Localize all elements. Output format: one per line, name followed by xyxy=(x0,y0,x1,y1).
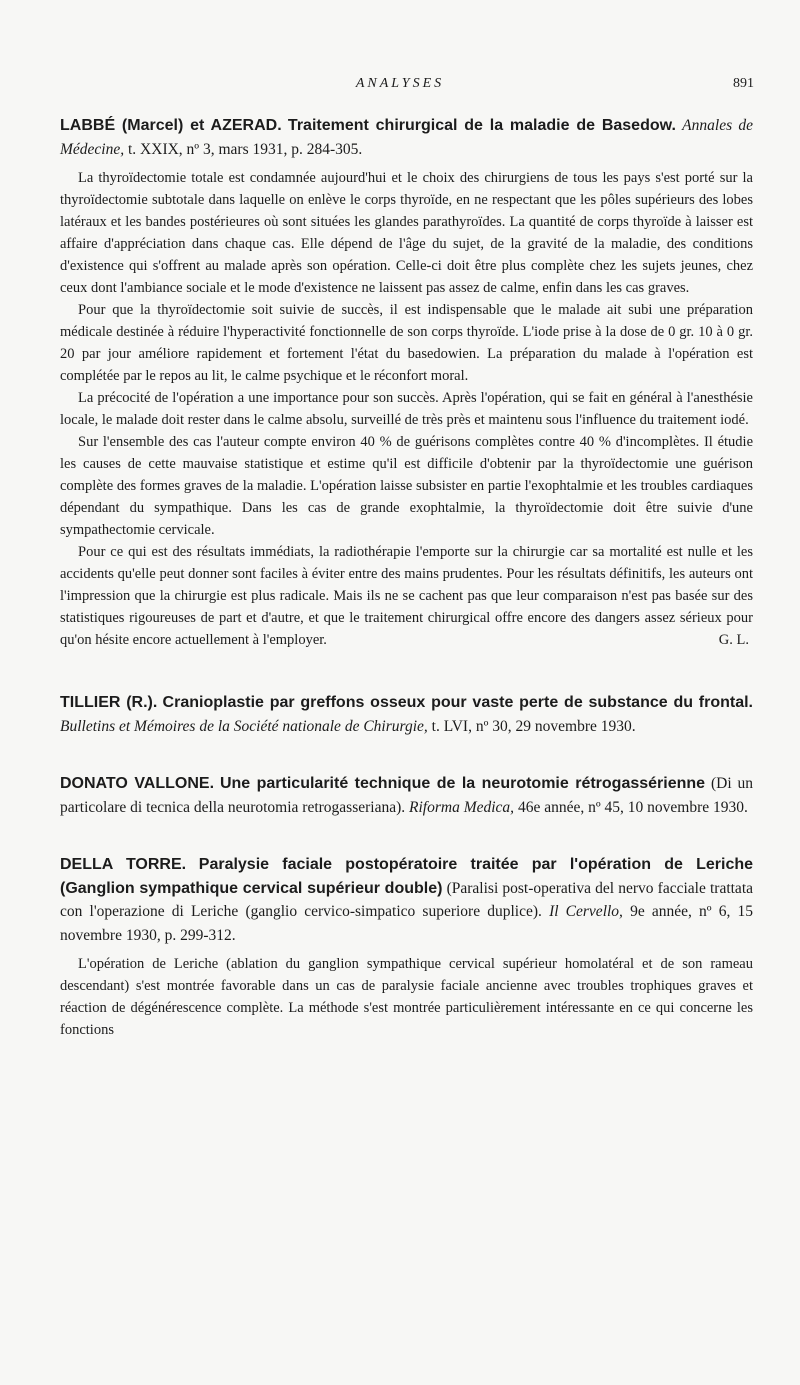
body-paragraph: Pour ce qui est des résultats immédiats, la radiothérapie l'emporte sur la chirurgie car sa mortalité est nulle et les accidents qu'elle peut donner sont faciles à éviter entre des mains prudentes. Pour les résultats définitifs, les auteurs ont l'impression que la chirurgie est plus radicale. Mais ils ne se cachent pas que leur comparaison n'est pas basée sur des statistiques rigoureuses de part et d'autre, et que le traitement chirurgical offre encore des dangers assez sérieux pour qu'on hésite encore actuellement à l'employer. xyxy=(60,544,753,648)
running-title: ANALYSES xyxy=(355,76,445,91)
article-title: Paralysie faciale postopératoire traitée par l'opération de Leriche (Ganglion sympathique cervical supérieur double) xyxy=(60,856,754,897)
article-labbe-azerad xyxy=(60,114,753,651)
article-details: t. LVI, nº 30, 29 novembre 1930. xyxy=(431,717,636,735)
article-body xyxy=(60,167,753,651)
article-original-title: (Di un particolare di tecnica della neurotomia retrogasseriana). xyxy=(60,775,754,816)
article-details: t. XXIX, nº 3, mars 1931, p. 284-305. xyxy=(128,140,363,158)
article-heading xyxy=(60,853,753,947)
body-paragraph: L'opération de Leriche (ablation du ganglion sympathique cervical supérieur homolatéral et de son rameau descendant) s'est montrée favorable dans un cas de paralysie faciale ancienne avec troubles trophiques graves et réaction de dégénérescence complète. La méthode s'est montrée particulièrement intéressante en ce qui concerne les fonctions xyxy=(60,956,753,1038)
article-source: Bulletins et Mémoires de la Société nationale de Chirurgie, xyxy=(60,717,428,735)
article-details: 46e année, nº 45, 10 novembre 1930. xyxy=(517,798,748,816)
article-author: DELLA TORRE. xyxy=(60,856,187,873)
article-original-title: (Paralisi post-operativa del nervo facciale trattata con l'operazione di Leriche (ganglio cervico-simpatico superiore duplice). xyxy=(60,879,754,920)
article-heading xyxy=(60,114,753,161)
article-heading xyxy=(60,772,753,819)
body-paragraph: Sur l'ensemble des cas l'auteur compte environ 40 % de guérisons complètes contre 40 % d'incomplètes. Il étudie les causes de cette mauvaise statistique et estime qu'il est difficile d'obtenir par la thyroïdectomie une guérison complète des formes graves de la maladie. L'opération laisse subsister en partie l'exophtalmie et les troubles cardiaques dépendant du sympathique. Dans les cas de grande exophtalmie, la thyroïdectomie doit être suivie d'une sympathectomie cervicale. xyxy=(60,434,753,538)
body-paragraph: La précocité de l'opération a une importance pour son succès. Après l'opération, qui se fait en général à l'anesthésie locale, le malade doit rester dans le calme absolu, surveillé de très près et maintenu sous l'influence du traitement iodé. xyxy=(60,390,753,428)
article-source: Annales de Médecine, xyxy=(60,117,753,158)
body-paragraph: La thyroïdectomie totale est condamnée aujourd'hui et le choix des chirurgiens de tous les pays s'est porté sur la thyroïdectomie subtotale dans laquelle on enlève le corps thyroïde, en ne respectant que les pôles supérieurs des lobes latéraux et les bandes postérieures où sont situées les glandes parathyroïdes. La quantité de corps thyroïde à laisser est affaire d'appréciation dans chaque cas. Elle dépend de l'âge du sujet, de la gravité de la maladie, des conditions d'existence qui s'offrent au malade après son opération. Celle-ci doit être plus complète chez les sujets jeunes, chez ceux dont l'ambiance sociale et le mode d'existence ne laissent pas assez de calme, enfin dans les cas graves. xyxy=(60,170,753,296)
reviewer-signature: G. L. xyxy=(718,632,749,648)
article-author: DONATO VALLONE. xyxy=(60,775,215,792)
running-head xyxy=(0,76,800,98)
page-number: 891 xyxy=(733,76,754,91)
article-donato-vallone xyxy=(60,772,753,819)
article-list xyxy=(60,114,753,1041)
body-paragraph: Pour que la thyroïdectomie soit suivie de succès, il est indispensable que le malade ait subi une préparation médicale destinée à réduire l'hyperactivité fonctionnelle de son corps thyroïde. L'iode prise à la dose de 0 gr. 10 à 0 gr. 20 par jour améliore rapidement et fortement l'état du basedowien. La préparation du malade à l'opération est complétée par le repos au lit, le calme psychique et le réconfort moral. xyxy=(60,302,753,384)
article-title: Traitement chirurgical de la maladie de Basedow. xyxy=(287,117,676,134)
article-author: TILLIER (R.). xyxy=(60,694,158,711)
article-source: Il Cervello, xyxy=(549,903,623,920)
article-source: Riforma Medica, xyxy=(409,798,515,816)
article-heading xyxy=(60,691,753,738)
article-title: Cranioplastie par greffons osseux pour vaste perte de substance du frontal. xyxy=(162,694,753,711)
article-details: 9e année, nº 6, 15 novembre 1930, p. 299-312. xyxy=(60,903,754,944)
article-tillier xyxy=(60,691,753,738)
article-title: Une particularité technique de la neurotomie rétrogassérienne xyxy=(219,775,706,792)
article-della-torre xyxy=(60,853,753,1041)
article-body xyxy=(60,953,753,1041)
article-author: LABBÉ (Marcel) et AZERAD. xyxy=(60,117,282,134)
